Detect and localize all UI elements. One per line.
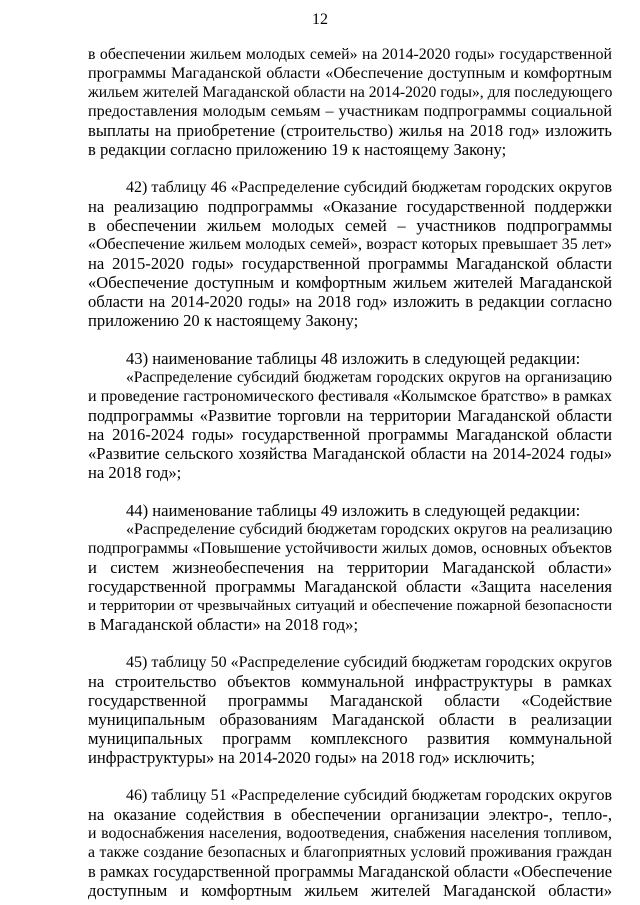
text-line: в обеспечении жильем молодых семей» на 2014-2020 годы» государственной [88, 46, 612, 63]
text-line: 43) наименование таблицы 48 изложить в следующей редакции: [126, 349, 581, 368]
text-line: на реализацию подпрограммы «Оказание государственной поддержки [88, 197, 612, 216]
text-line: «Обеспечение доступным и комфортным жильем жителей Магаданской [88, 273, 612, 292]
text-line: выплаты на приобретение (строительство) жилья на 2018 год» изложить [88, 121, 612, 140]
paragraph-item-46 [88, 786, 612, 900]
text-line: муниципальным образованиям Магаданской области в реализации [88, 710, 612, 729]
text-line: 45) таблицу 50 «Распределение субсидий бюджетам городских округов [126, 654, 612, 671]
paragraph-gap [88, 159, 612, 178]
text-line: на строительство объектов коммунальной инфраструктуры в рамках [88, 672, 612, 691]
paragraph-item-44 [88, 501, 612, 634]
text-line: в рамках государственной программы Магаданской области «Обеспечение [88, 862, 612, 881]
text-line: доступным и комфортным жильем жителей Магаданской области» [88, 881, 612, 900]
text-line: государственной программы Магаданской области «Защита населения [88, 577, 612, 596]
paragraph-gap [88, 767, 612, 786]
document-body [88, 45, 612, 900]
text-line: и проведение гастрономического фестиваля «Колымское братство» в рамках [88, 388, 612, 405]
text-line: и систем жизнеобеспечения на территории Магаданской области» [88, 558, 612, 577]
paragraph-item-45 [88, 653, 612, 767]
text-line: области на 2014-2020 годы» на 2018 год» изложить в редакции согласно [88, 292, 612, 311]
text-line: государственной программы Магаданской области «Содействие [88, 691, 612, 710]
paragraph-item-42 [88, 178, 612, 330]
text-line: «Распределение субсидий бюджетам городских округов на организацию [126, 369, 612, 386]
text-line: предоставления молодым семьям – участникам подпрограммы социальной [88, 102, 612, 120]
text-line: «Обеспечение жильем молодых семей», возраст которых превышает 35 лет» [88, 236, 612, 253]
text-line: подпрограммы «Развитие торговли на территории Магаданской области [88, 406, 612, 425]
page-number: 12 [312, 11, 328, 28]
text-line: «Развитие сельского хозяйства Магаданской области на 2014-2024 годы» [88, 444, 612, 463]
text-line: «Распределение субсидий бюджетам городских округов на реализацию [126, 521, 613, 538]
text-line: муниципальных программ комплексного развития коммунальной [88, 729, 612, 748]
text-line: в редакции согласно приложению 19 к настоящему Закону; [88, 140, 507, 159]
text-line: на 2018 год»; [88, 463, 182, 482]
text-line: инфраструктуры» на 2014-2020 годы» на 2018 год» исключить; [88, 748, 535, 767]
text-line: в Магаданской области» на 2018 год»; [88, 615, 359, 634]
text-line: на 2016-2024 годы» государственной программы Магаданской области [88, 425, 612, 444]
paragraph-gap [88, 482, 612, 501]
text-line: в обеспечении жильем молодых семей – участников подпрограммы [88, 216, 612, 235]
text-line: на 2015-2020 годы» государственной программы Магаданской области [88, 254, 612, 273]
text-line: а также создание безопасных и благоприятных условий проживания граждан [88, 844, 612, 861]
paragraph-gap [88, 330, 612, 349]
text-line: приложению 20 к настоящему Закону; [88, 311, 359, 330]
text-line: жильем жителей Магаданской области на 2014-2020 годы», для последующего [88, 84, 613, 101]
text-line: 46) таблицу 51 «Распределение субсидий бюджетам городских округов [126, 787, 612, 804]
paragraph-continuation [88, 45, 612, 159]
paragraph-gap [88, 634, 612, 653]
text-line: программы Магаданской области «Обеспечение доступным и комфортным [88, 64, 612, 82]
paragraph-item-43 [88, 349, 612, 482]
text-line: на оказание содействия в обеспечении организации электро-, тепло-, [88, 805, 612, 824]
text-line: 42) таблицу 46 «Распределение субсидий бюджетам городских округов [126, 179, 612, 196]
text-line: 44) наименование таблицы 49 изложить в следующей редакции: [126, 501, 581, 520]
text-line: и водоснабжения населения, водоотведения, снабжения населения топливом, [88, 825, 612, 842]
text-line: подпрограммы «Повышение устойчивости жилых домов, основных объектов [88, 540, 612, 557]
text-line: и территории от чрезвычайных ситуаций и обеспечение пожарной безопасности [88, 597, 612, 614]
